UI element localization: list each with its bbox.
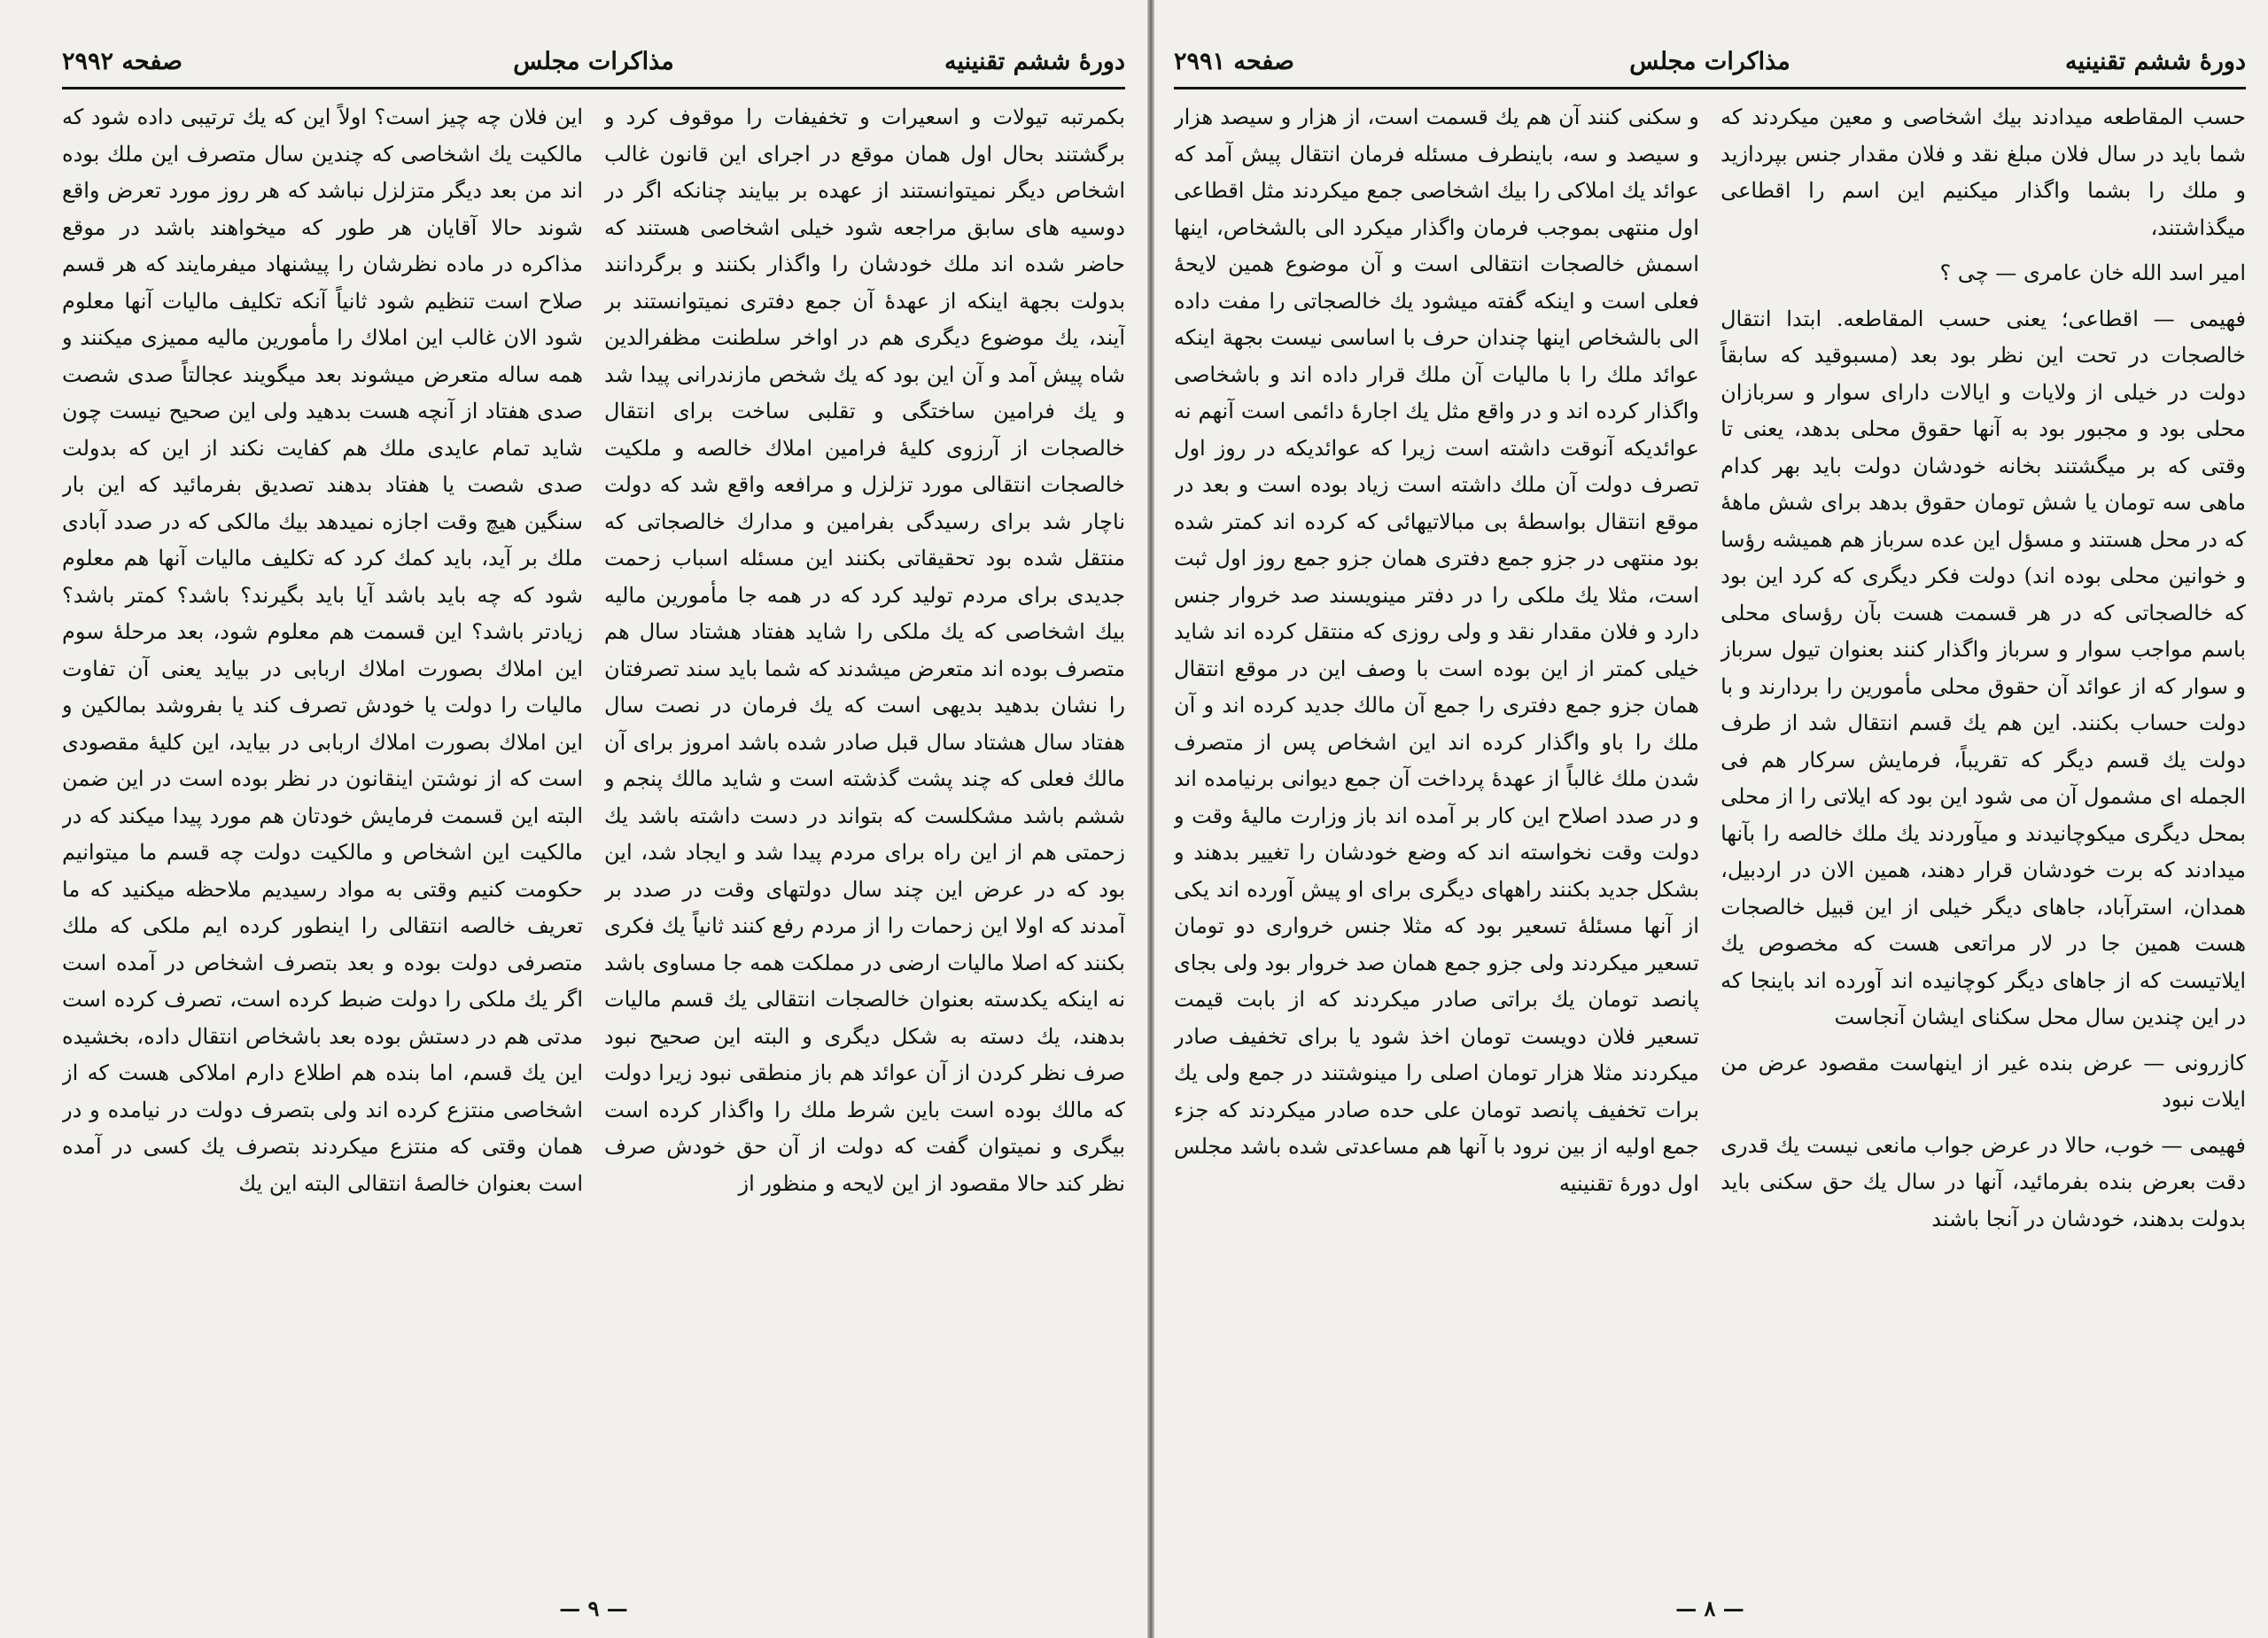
folio-number: — ۸ —	[1675, 1595, 1744, 1621]
paragraph: این فلان چه چیز است؟ اولاً این که یك ترتیبی داده شود که مالکیت یك اشخاصی که چندین سال متصرف این ملك بوده اند من بعد دیگر متزلزل نباشد که هر روز مورد تعرض واقع شوند حالا آقایان هر طور که میخواهند باشد در موقع مذاکره در ماده نظرشان را پیشنهاد میفرمایند که هر قسم صلاح است تنظیم شود ثانیاً آنکه تکلیف مالیات آنها معلوم شود الان غالب این املاك را مأمورین مالیه ممیزی میکنند و همه ساله متعرض میشوند بعد میگویند عجالتاً صدی شصت صدی هفتاد از آنچه هست بدهید ولی این صحیح نیست چون شاید تمام عایدی ملك هم کفایت نکند از این که بدولت صدی شصت یا هفتاد بدهند تصدیق بفرمائید که این بار سنگین هیچ وقت اجازه نمیدهد بیك مالکی که در صدد آبادی ملك بر آید، باید کمك کرد که تکلیف مالیات آنها هم معلوم شود که چه باید باشد آیا باید بگیرند؟ باشد؟ کمتر باشد؟ زیادتر باشد؟ این قسمت هم معلوم شود، بعد مرحلهٔ سوم این املاك بصورت املاك اربابی در بیاید یعنی آن تفاوت مالیات را دولت یا خودش تصرف کند یا بفروشد بمالکین و این املاك بصورت املاك اربابی در بیاید، این کلیهٔ مقصودی است که از نوشتن اینقانون در نظر بوده است در این ضمن البته این قسمت فرمایش خودتان هم مورد پیدا میکند که در مالکیت این اشخاص و مالکیت دولت چه قسم ما میتوانیم حکومت کنیم وقتی به مواد رسیدیم ملاحظه میکنید که ما تعریف خالصه انتقالی را اینطور کرده ایم ملکی که ملك متصرفی دولت بوده و بعد بتصرف اشخاص در آمده است اگر یك ملکی را دولت ضبط کرده است، تصرف کرده است مدتی هم در دستش بوده بعد باشخاص انتقال داده، بخشیده این یك قسم، اما بنده هم اطلاع دارم املاکی هست که از اشخاصی منتزع کرده اند ولی بتصرف دولت در نیامده و در همان وقتی که منتزع میکردند بتصرف یك کسی در آمده است بعنوان خالصهٔ انتقالی البته این یك	[62, 105, 583, 1196]
page-2991	[1174, 35, 2246, 1621]
running-title: مذاکرات مجلس	[513, 48, 674, 75]
paragraph: فهیمی — خوب، حالا در عرض جواب مانعی نیست یك قدری دقت بعرض بنده بفرمائید، آنها در سال یك حق سکنی باید بدولت بدهند، خودشان در آنجا باشند	[1720, 1132, 2246, 1231]
paragraph: فهیمی — اقطاعی؛ یعنی حسب المقاطعه. ابتدا انتقال خالصجات در تحت این نظر بود بعد (مسبوقید که سابقاً دولت در خیلی از ولایات و ایالات دارای سوار و سربازان محلی بود و مجبور بود به آنها حقوق محلی بدهد، یعنی تا وقتی که بر میگشتند بخانه خودشان دولت باید بهر کدام ماهی سه تومان یا شش تومان حقوق بدهد برای شش ماههٔ که در محل هستند و مسؤل این عده سرباز هم همیشه رؤسا و خوانین محلی بوده اند) دولت فکر دیگری که کرد این بود که خالصجاتی که در هر قسمت هست بآن رؤسای محلی باسم مواجب سوار و سرباز واگذار کنند بعنوان تیول سرباز و سوار که از عوائد آن حقوق محلی مأمورین را بردارند و با دولت حساب بکنند. این هم یك قسم انتقال شد از طرف دولت یك قسم دیگر که تقریباً، فرمایش سرکار هم فی الجمله ای مشمول آن می شود این بود که ایلاتی را از محلی بمحل دیگری میکوچانیدند و میآوردند یك ملك خالصه را بآنها میدادند که برت خودشان قرار دهند، همین الان در اردبیل، همدان، استرآباد، جاهای دیگر خیلی از این قبیل خالصجات هست همین جا در لار مراتعی هست که مخصوص یك ایلاتیست که از جاهای دیگر کوچانیده اند آورده اند باینجا که در این چندین سال محل سکنای ایشان آنجاست	[1720, 306, 2246, 1029]
text-column-left	[1174, 99, 1699, 1572]
page-header	[62, 35, 1125, 89]
session-label: دورهٔ ششم تقنینیه	[2065, 48, 2246, 75]
speaker-line: کازرونی — عرض بنده غیر از اینهاست مقصود عرض من ایلات نبود	[1720, 1050, 2246, 1112]
text-columns	[1174, 99, 2246, 1572]
paragraph: حسب المقاطعه میدادند بیك اشخاصی و معین میکردند که شما باید در سال فلان مبلغ نقد و فلان مقدار جنس بپردازید و ملك را بشما واگذار میکنیم این اسم را اقطاعی میگذاشتند،	[1720, 105, 2246, 240]
speaker-line: امیر اسد الله خان عامری — چی ؟	[1939, 260, 2246, 285]
page-number-label: صفحه ۲۹۹۲	[62, 48, 183, 75]
session-label: دورهٔ ششم تقنینیه	[944, 48, 1125, 75]
page-header	[1174, 35, 2246, 89]
paragraph: بکمرتبه تیولات و اسعیرات و تخفیفات را موقوف کرد و برگشتند بحال اول همان موقع در اجرای این قانون غالب اشخاص دیگر نمیتوانستند از عهده بر بیایند چنانکه اگر در دوسیه های سابق مراجعه شود خیلی اشخاصی هستند که حاضر شده اند ملك خودشان را واگذار بکنند و برگردانند بدولت بجهة اینکه از عهدهٔ آن جمع دفتری نمیتوانستند بر آیند، یك موضوع دیگری هم در اواخر سلطنت مظفرالدین شاه پیش آمد و آن این بود که یك شخص مازندرانی پیدا شد و یك فرامین ساختگی و تقلبی ساخت برای انتقال خالصجات از آرزوی کلیهٔ فرامین املاك خالصه و ملکیت خالصجات انتقالی مورد تزلزل و مرافعه واقع شد که دولت ناچار شد برای رسیدگی بفرامین و مدارك خالصجاتی که منتقل شده بود تحقیقاتی بکنند این مسئله اسباب زحمت جدیدی برای مردم تولید کرد که در همه جا مأمورین مالیه بیك اشخاصی که یك ملکی را شاید هفتاد هشتاد سال هم متصرف بوده اند متعرض میشدند که شما باید سند تصرفتان را نشان بدهید بدیهی است که یك فرمان در نصت سال هفتاد سال هشتاد سال قبل صادر شده باشد امروز برای آن مالك فعلی که چند پشت گذشته است و شاید مالك پنجم و ششم باشد مشکلست که بتواند در دست داشته باشد یك زحمتی هم از این راه برای مردم پیدا شد و ایجاد شد، این بود که در عرض این چند سال دولتهای وقت در صدد بر آمدند که اولا این زحمات را از مردم رفع کنند ثانیاً یك فکری بکنند که اصلا مالیات ارضی در مملکت همه جا مساوی باشد نه اینکه یکدسته بعنوان خالصجات انتقالی یك قسم مالیات بدهند، یك دسته به شکل دیگری و البته این صحیح نبود صرف نظر کردن از آن عوائد هم باز منطقی نبود زیرا دولت که مالك بوده است باین شرط ملك را واگذار کرده است بیگری و نمیتوان گفت که دولت از آن حق خودش صرف نظر کند حالا مقصود از این لایحه و منظور از	[604, 105, 1125, 1196]
text-column-right	[604, 99, 1125, 1572]
book-gutter	[1147, 0, 1154, 1638]
text-column-right	[1720, 99, 2246, 1572]
page-2992	[62, 35, 1125, 1621]
paragraph: و سکنی کنند آن هم یك قسمت است، از هزار و سیصد هزار و سیصد و سه، باینطرف مسئله فرمان انتقال پیش آمد که عوائد یك املاکی را بیك اشخاصی جمع میکردند مثل اقطاعی اول منتهی بموجب فرمان واگذار میکرد الی بالشخاص، اینها اسمش خالصجات انتقالی است و آن موضوع همین لایحهٔ فعلی است و اینکه گفته میشود یك خالصجاتی را مفت داده الی بالشخاص اینها چندان حرف با اساسی نیست بجهة اینکه عوائد ملك را با مالیات آن ملك قرار داده اند و باشخاصی واگذار کرده اند و در واقع مثل یك اجارهٔ دائمی است آنهم نه عوائدیکه آنوقت داشته است زیرا که عوائدیکه در روز اول تصرف دولت آن ملك داشته است زیاد بوده است و بعد در موقع انتقال بواسطهٔ بی مبالاتیهائی که کرده اند کمتر شده بود منتهی در جزو جمع دفتری همان جزو جمع روز اول ثبت است، مثلا یك ملکی را در دفتر مینویسند صد خروار جنس دارد و فلان مقدار نقد و ولی روزی که منتقل کرده اند شاید خیلی کمتر از این بوده است با وصف این در موقع انتقال همان جزو جمع دفتری را جمع آن مالك جدید کرده اند و آن ملك را باو واگذار کرده اند این اشخاص پس از متصرف شدن ملك غالباً از عهدهٔ پرداخت آن جمع دیوانی برنیامده اند و در صدد اصلاح این کار بر آمده اند باز وزارت مالیهٔ وقت و دولت وقت نخواسته اند که وضع خودشان را تغییر بدهند و بشکل جدید بکنند راههای دیگری برای او پیش آورده اند یکی از آنها مسئلهٔ تسعیر بود که مثلا جنس خرواری دو تومان تسعیر میکردند ولی جزو جمع همان صد خروار بود ولی بجای پانصد تومان یك براتی صادر میکردند که از بابت قیمت تسعیر فلان دویست تومان اخذ شود یا برای تخفیف صادر میکردند مثلا هزار تومان اصلی را مینوشتند در جمع ولی یك برات تخفیف پانصد تومان علی حده صادر میکردند که جزء جمع اولیه از بین نرود با آنها هم مساعدتی شده باشد مجلس اول دورهٔ تقنینیه	[1174, 105, 1699, 1196]
text-column-left	[62, 99, 583, 1572]
text-columns	[62, 99, 1125, 1572]
folio-number: — ۹ —	[559, 1595, 628, 1621]
running-title: مذاکرات مجلس	[1629, 48, 1790, 75]
page-number-label: صفحه ۲۹۹۱	[1174, 48, 1294, 75]
